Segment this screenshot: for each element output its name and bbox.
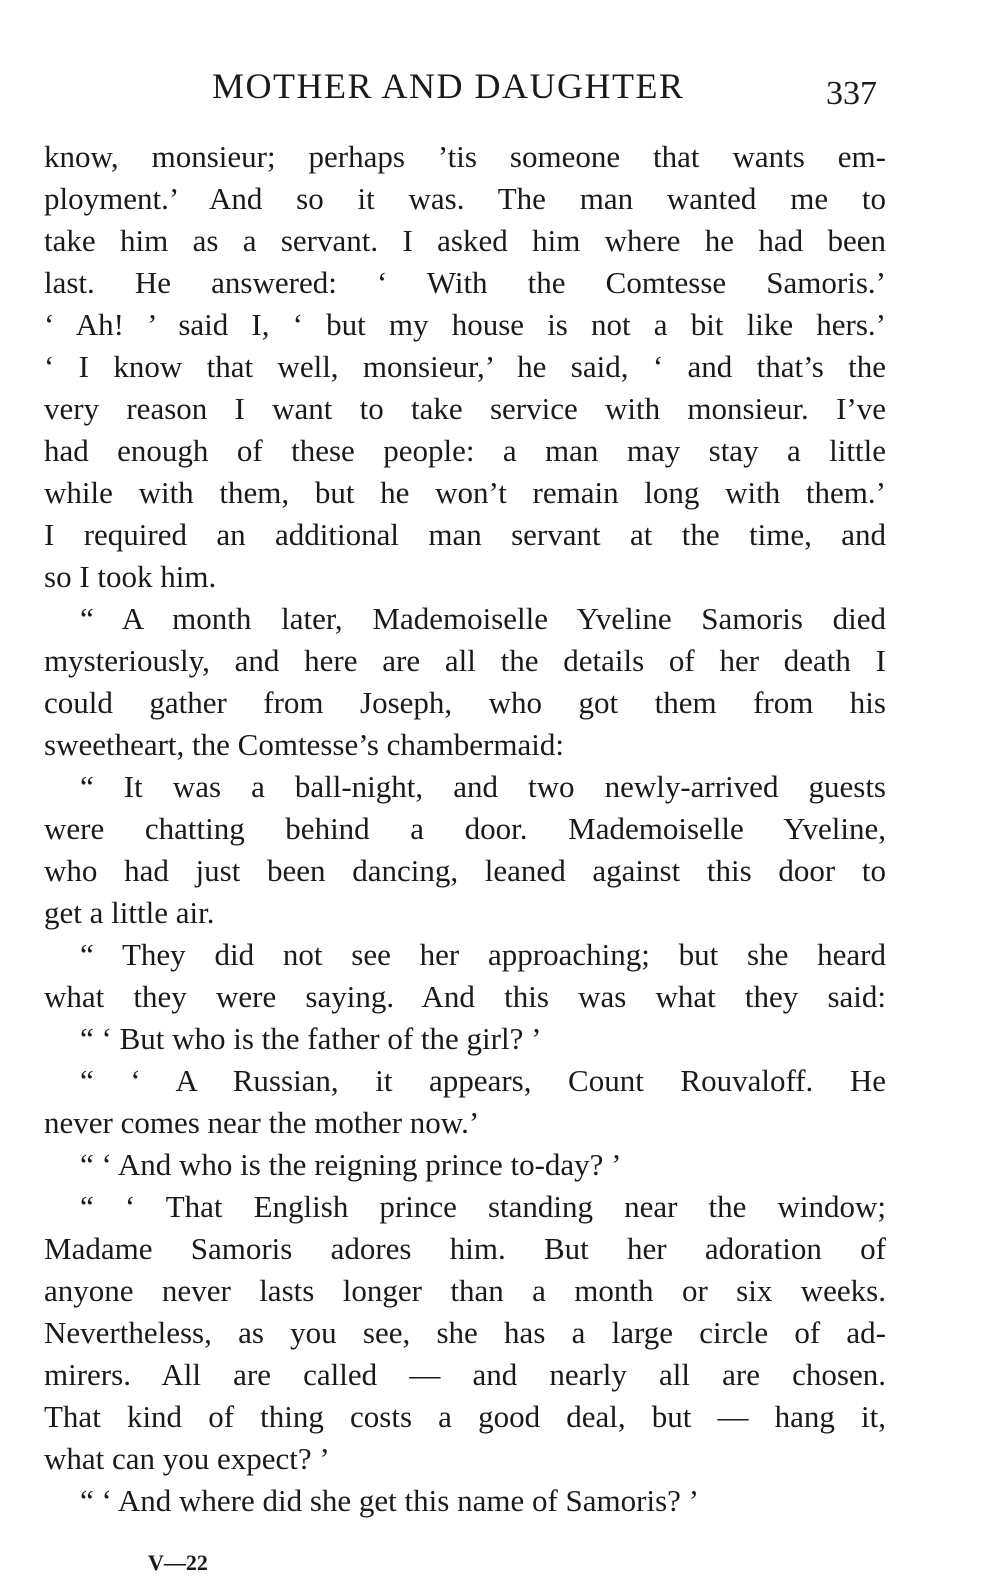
text-line: mirers. All are called — and nearly all are chosen. (44, 1357, 886, 1392)
text-line: while with them, but he won’t remain long with them.’ (44, 475, 886, 510)
text-line: so I took him. (44, 559, 217, 594)
text-line: ‘ Ah! ’ said I, ‘ but my house is not a bit like hers.’ (44, 307, 886, 342)
text-line: “ ‘ That English prince standing near the window; (80, 1189, 886, 1224)
text-line: “ ‘ A Russian, it appears, Count Rouvaloff. He (80, 1063, 886, 1098)
signature-mark: V—22 (148, 1550, 208, 1575)
text-line: That kind of thing costs a good deal, but — hang it, (44, 1399, 886, 1434)
text-line: could gather from Joseph, who got them from his (44, 685, 886, 720)
text-line: take him as a servant. I asked him where he had been (44, 223, 886, 258)
text-line: had enough of these people: a man may stay a little (44, 433, 886, 468)
text-line: “ It was a ball-night, and two newly-arrived guests (80, 769, 886, 804)
page-number: 337 (826, 75, 877, 112)
text-line: what can you expect? ’ (44, 1441, 330, 1476)
body-text (44, 136, 886, 1522)
text-line: “ ‘ And where did she get this name of Samoris? ’ (80, 1483, 699, 1518)
text-line: ployment.’ And so it was. The man wanted me to (44, 181, 886, 216)
text-line: anyone never lasts longer than a month or six weeks. (44, 1273, 886, 1308)
text-line: last. He answered: ‘ With the Comtesse Samoris.’ (44, 265, 886, 300)
text-line: “ They did not see her approaching; but she heard (80, 937, 886, 972)
text-line: I required an additional man servant at the time, and (44, 517, 886, 552)
text-line: sweetheart, the Comtesse’s chambermaid: (44, 727, 564, 762)
text-line: very reason I want to take service with monsieur. I’ve (44, 391, 886, 426)
running-title: MOTHER AND DAUGHTER (212, 66, 685, 106)
text-line: get a little air. (44, 895, 215, 930)
text-line: ‘ I know that well, monsieur,’ he said, ‘ and that’s the (44, 349, 886, 384)
text-line: never comes near the mother now.’ (44, 1105, 480, 1140)
text-line: know, monsieur; perhaps ’tis someone that wants em- (44, 139, 886, 174)
text-line: Madame Samoris adores him. But her adoration of (44, 1231, 886, 1266)
text-line: who had just been dancing, leaned against this door to (44, 853, 886, 888)
text-line: Nevertheless, as you see, she has a large circle of ad- (44, 1315, 886, 1350)
text-line: “ ‘ But who is the father of the girl? ’ (80, 1021, 542, 1056)
text-line: mysteriously, and here are all the details of her death I (44, 643, 886, 678)
text-line: were chatting behind a door. Mademoiselle Yveline, (44, 811, 886, 846)
text-line: “ ‘ And who is the reigning prince to-day? ’ (80, 1147, 622, 1182)
text-line: “ A month later, Mademoiselle Yveline Samoris died (80, 601, 886, 636)
text-line: what they were saying. And this was what they said: (44, 979, 886, 1014)
